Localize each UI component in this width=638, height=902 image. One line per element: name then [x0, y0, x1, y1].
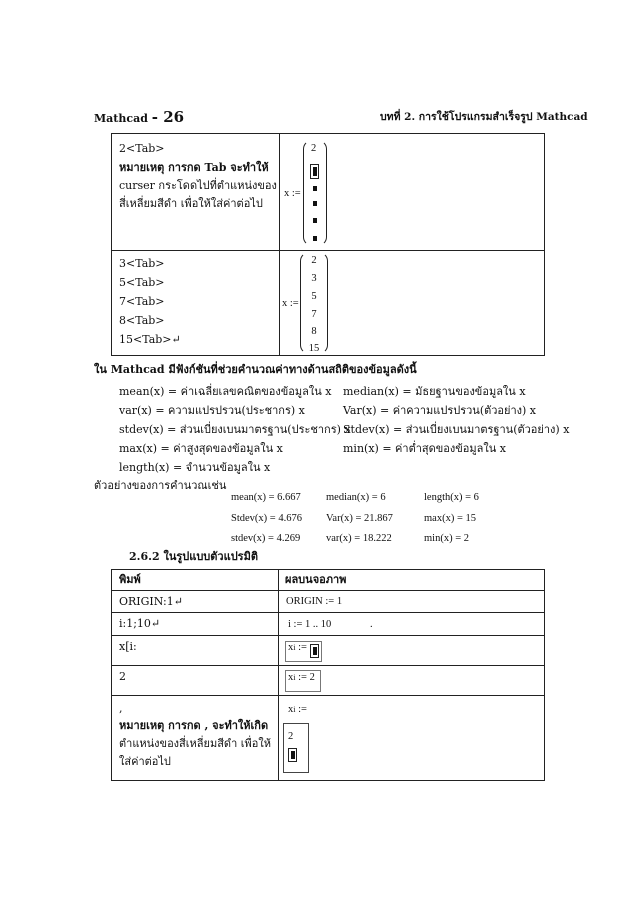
table2-row4-var: [288, 672, 315, 683]
row2-value-1: 2: [311, 255, 317, 266]
row2-matrix-brackets: [300, 252, 328, 354]
table1-row1-line3: curser กระโดดไปที่ตำแหน่งของ: [119, 179, 277, 192]
result-Stdev: Stdev(x) = 4.676: [231, 513, 302, 524]
row1-active-placeholder[interactable]: [310, 164, 319, 179]
row1-placeholder-5[interactable]: [313, 236, 317, 241]
result-max: max(x) = 15: [424, 513, 476, 524]
row2-value-4: 7: [311, 309, 317, 320]
row2-value-5: 8: [311, 326, 317, 337]
row1-matrix-value: 2: [311, 143, 317, 154]
table1-divider: [279, 133, 280, 355]
header-left: [94, 108, 184, 126]
row5-matrix-value: 2: [288, 731, 294, 742]
table2-row5-var: [288, 704, 307, 715]
table2-divider-4: [111, 665, 544, 666]
row3-assign-op: :=: [298, 642, 307, 653]
table1-row1-line4: สี่เหลี่ยมสีดำ เพื่อให้ใส่ค่าต่อไป: [119, 197, 263, 210]
function-var: var(x) = ความแปรปรวน(ประชากร) x: [119, 404, 305, 417]
table2-row3-var: [288, 642, 307, 653]
row2-assign: x :=: [282, 298, 299, 309]
row4-var-letter: x: [288, 672, 294, 683]
table1-row2-line2: 5<Tab>: [119, 276, 165, 289]
row2-value-3: 5: [311, 291, 317, 302]
table2-divider: [278, 569, 279, 780]
table2-row2-dot: .: [370, 619, 373, 630]
result-stdev: stdev(x) = 4.269: [231, 533, 301, 544]
row2-value-6: 15: [308, 343, 320, 354]
table2-row5-line4: ใส่ค่าต่อไป: [119, 755, 171, 768]
function-stdev: stdev(x) = ส่วนเบี่ยงเบนมาตรฐาน(ประชากร) x: [119, 423, 351, 436]
row1-placeholder-2[interactable]: [313, 186, 317, 191]
table2-divider-5: [111, 695, 544, 696]
table1-row2-line4: 8<Tab>: [119, 314, 165, 327]
table2-row5-line1: ,: [119, 702, 123, 715]
table1-row2-line1: 3<Tab>: [119, 257, 165, 270]
table2-row5-line2: หมายเหตุ การกด , จะทำให้เกิด: [119, 719, 269, 732]
example-label: ตัวอย่างของการคำนวณเช่น: [94, 479, 227, 492]
function-min: min(x) = ค่าต่ำสุดของข้อมูลใน x: [343, 442, 506, 455]
function-Stdev: Stdev(x) = ส่วนเบี่ยงเบนมาตรฐาน(ตัวอย่าง) x: [343, 423, 570, 436]
table2-head-screen: ผลบนจอภาพ: [285, 573, 347, 586]
table1-row-divider: [111, 250, 544, 251]
row1-placeholder-4[interactable]: [313, 218, 317, 223]
table1-row2-line5: 15<Tab>↵: [119, 333, 181, 346]
table1-row1-line2: หมายเหตุ การกด Tab จะทำให้: [119, 161, 269, 174]
function-Var: Var(x) = ค่าความแปรปรวน(ตัวอย่าง) x: [343, 404, 537, 417]
result-mean: mean(x) = 6.667: [231, 492, 301, 503]
result-Var: Var(x) = 21.867: [326, 513, 393, 524]
table2-row5-line3: ตำแหน่งของสี่เหลี่ยมสีดำ เพื่อให้: [119, 737, 271, 750]
header-app-name: Mathcad: [94, 112, 148, 125]
header-page-number: - 26: [151, 108, 185, 126]
row3-subscript: i: [293, 643, 296, 652]
row5-assign-op: :=: [298, 704, 307, 715]
statistics-intro: ใน Mathcad มีฟังก์ชันที่ช่วยคำนวณค่าทางด้านสถิติของข้อมูลดังนี้: [94, 363, 417, 376]
header-chapter: บทที่ 2. การใช้โปรแกรมสำเร็จรูป Mathcad: [380, 111, 588, 123]
result-length: length(x) = 6: [424, 492, 479, 503]
table2-divider-2: [111, 612, 544, 613]
row5-var-letter: x: [288, 704, 294, 715]
table2-head-type: พิมพ์: [119, 573, 141, 586]
row5-placeholder[interactable]: [288, 748, 297, 762]
row3-var-letter: x: [288, 642, 294, 653]
function-length: length(x) = จำนวนข้อมูลใน x: [119, 461, 271, 474]
table2-row2-screen: i := 1 .. 10: [288, 619, 332, 630]
function-median: median(x) = มัธยฐานของข้อมูลใน x: [343, 385, 526, 398]
row4-subscript: i: [293, 673, 296, 682]
table2-row1-screen: ORIGIN := 1: [286, 596, 343, 607]
function-max: max(x) = ค่าสูงสุดของข้อมูลใน x: [119, 442, 283, 455]
table2-row3-type: x[i:: [119, 640, 137, 653]
table2-divider-1: [111, 590, 544, 591]
row1-placeholder-3[interactable]: [313, 201, 317, 206]
section-heading: 2.6.2 ในรูปแบบตัวแปรมิติ: [129, 550, 258, 563]
table1-row2-line3: 7<Tab>: [119, 295, 165, 308]
table1-row1-line1: 2<Tab>: [119, 142, 165, 155]
table2-row4-type: 2: [119, 670, 126, 683]
row4-assign-op: := 2: [298, 672, 315, 683]
row1-assign: x :=: [284, 188, 301, 199]
row1-matrix-brackets: [303, 140, 327, 246]
result-median: median(x) = 6: [326, 492, 386, 503]
row2-value-2: 3: [311, 273, 317, 284]
table2-row2-type: i:1;10↵: [119, 617, 161, 630]
result-min: min(x) = 2: [424, 533, 469, 544]
result-var: var(x) = 18.222: [326, 533, 392, 544]
table2-row1-type: ORIGIN:1↵: [119, 595, 183, 608]
row3-placeholder[interactable]: [310, 644, 319, 658]
function-mean: mean(x) = ค่าเฉลี่ยเลขคณิตของข้อมูลใน x: [119, 385, 332, 398]
table2-divider-3: [111, 635, 544, 636]
row5-subscript: i: [293, 705, 296, 714]
